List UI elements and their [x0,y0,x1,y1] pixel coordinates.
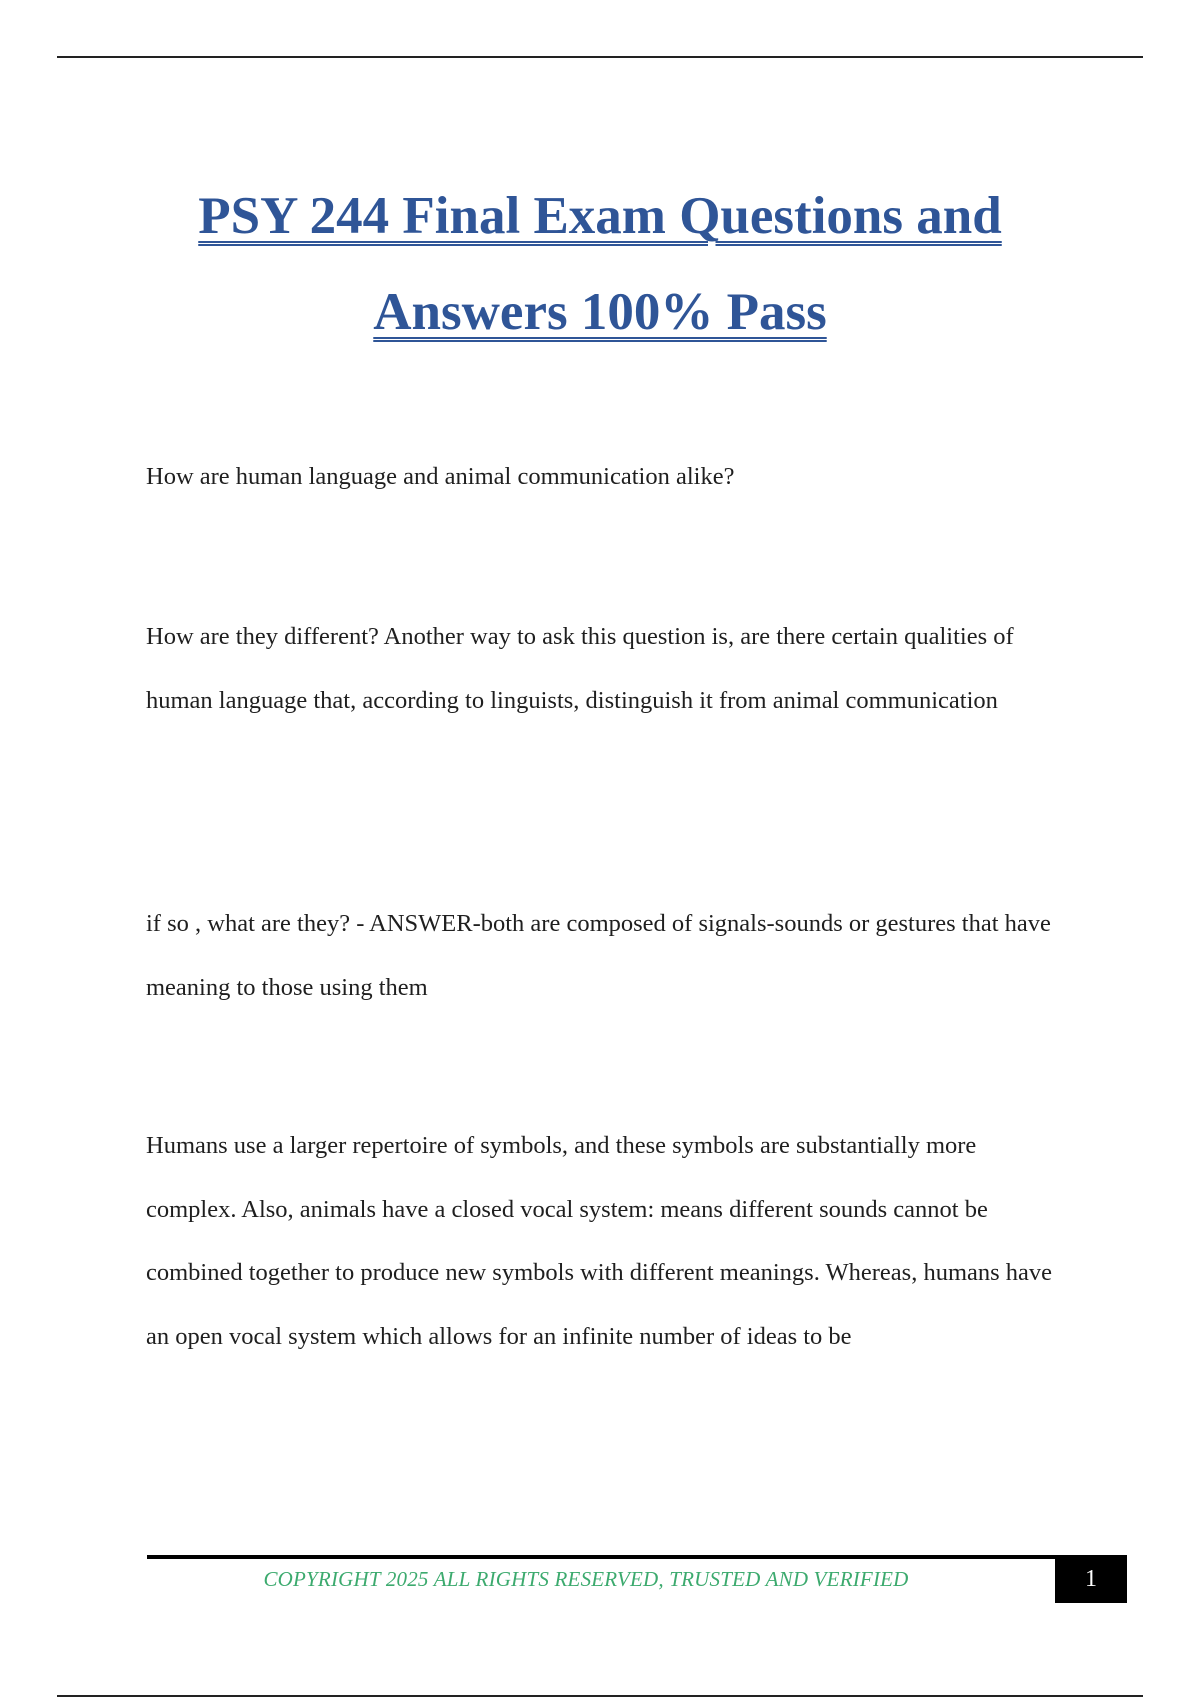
page-bottom-divider [57,1695,1143,1697]
answer-paragraph-2: Humans use a larger repertoire of symbols, and these symbols are substantially more complex. Also, animals have a closed vocal system: means different sounds cannot be combined together to produce new symbols with different meanings. Whereas, humans have an open vocal system which allows for an infinite number of ideas to be [146,1132,1053,1350]
title-line-1: PSY 244 Final Exam Questions and [198,187,1002,245]
copyright-notice: COPYRIGHT 2025 ALL RIGHTS RESERVED, TRUSTED AND VERIFIED [263,1567,909,1591]
page-number: 1 [1055,1555,1127,1603]
document-title [100,168,1100,360]
question-paragraph-1: How are human language and animal communication alike? [146,463,735,490]
title-line-2: Answers 100% Pass [373,283,827,341]
question-paragraph-2: How are they different? Another way to ask this question is, are there certain qualities of human language that, according to linguists, distinguish it from animal communication [146,623,1014,714]
answer-paragraph-1: if so , what are they? - ANSWER-both are composed of signals-sounds or gestures that have meaning to those using them [146,910,1051,1001]
header-divider [57,56,1143,58]
footer-divider [147,1555,1055,1559]
